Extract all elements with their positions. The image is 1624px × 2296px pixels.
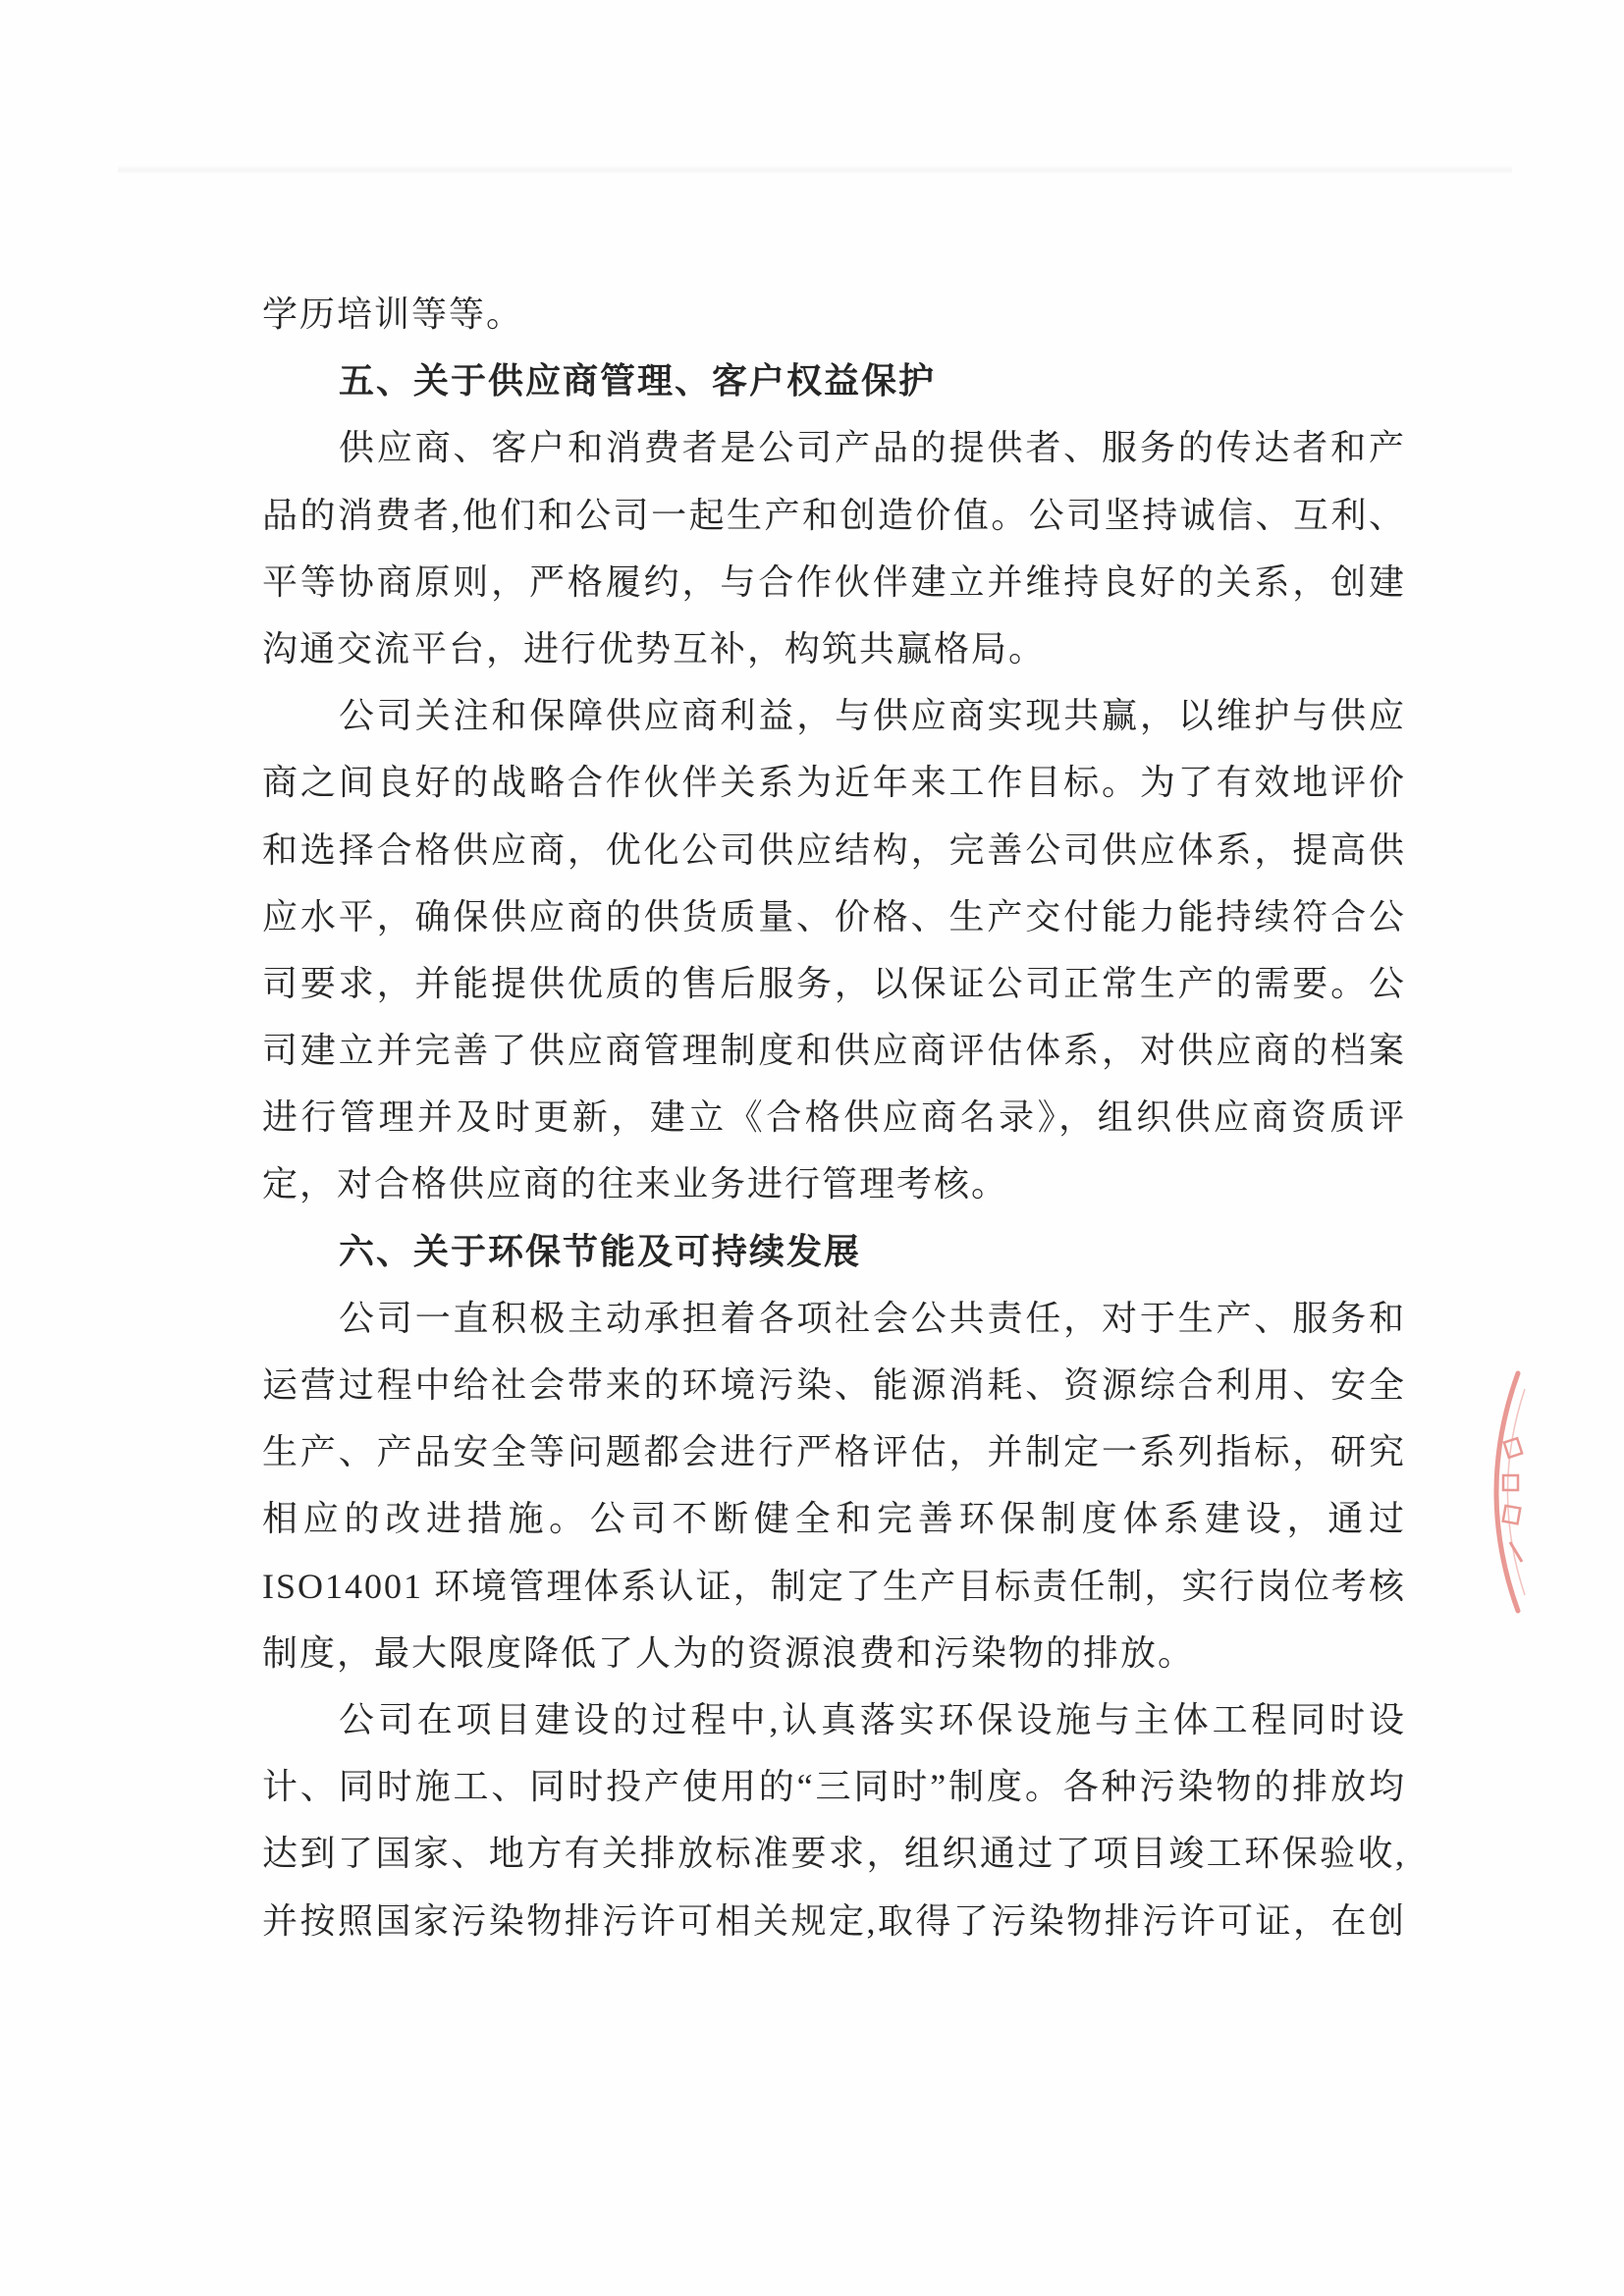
document-body xyxy=(262,281,1406,1954)
text-line: 定，对合格供应商的往来业务进行管理考核。 xyxy=(262,1164,1009,1204)
text-line: 沟通交流平台，进行优势互补，构筑共赢格局。 xyxy=(262,628,1047,668)
seal-mark xyxy=(1510,1542,1522,1562)
section-five-paragraph-2 xyxy=(262,682,1406,1218)
text-line: 公司一直积极主动承担着各项社会公共责任，对于生产、服务和 xyxy=(339,1298,1406,1338)
text-line: 供应商、客户和消费者是公司产品的提供者、服务的传达者和产 xyxy=(339,428,1406,468)
text-line: 司建立并完善了供应商管理制度和供应商评估体系，对供应商的档案 xyxy=(262,1031,1406,1071)
section-five-paragraph-1 xyxy=(262,414,1406,682)
text-line: 计、同时施工、同时投产使用的“三同时”制度。各种污染物的排放均 xyxy=(262,1767,1406,1807)
text-line: 公司在项目建设的过程中,认真落实环保设施与主体工程同时设 xyxy=(339,1699,1406,1739)
text-line: 公司关注和保障供应商利益，与供应商实现共赢，以维护与供应 xyxy=(339,696,1406,736)
text-line: 进行管理并及时更新，建立《合格供应商名录》，组织供应商资质评 xyxy=(262,1097,1406,1138)
text-line: 品的消费者,他们和公司一起生产和创造价值。公司坚持诚信、互利、 xyxy=(262,495,1406,535)
text-line: 运营过程中给社会带来的环境污染、能源消耗、资源综合利用、安全 xyxy=(262,1365,1406,1405)
seal-mark xyxy=(1504,1438,1522,1458)
text-line: 达到了国家、地方有关排放标准要求，组织通过了项目竣工环保验收, xyxy=(262,1834,1406,1874)
scan-edge-shadow xyxy=(118,165,1512,175)
text-line: 平等协商原则，严格履约，与合作伙伴建立并维持良好的关系，创建 xyxy=(262,561,1406,602)
text-line: 和选择合格供应商，优化公司供应结构，完善公司供应体系，提高供 xyxy=(262,829,1406,870)
text-line: 并按照国家污染物排污许可相关规定,取得了污染物排污许可证，在创 xyxy=(262,1900,1406,1941)
section-six-paragraph-1 xyxy=(262,1285,1406,1686)
section-five-heading: 五、关于供应商管理、客户权益保护 xyxy=(339,361,937,401)
section-six-paragraph-2 xyxy=(262,1686,1406,1954)
text-line: 制度，最大限度降低了人为的资源浪费和污染物的排放。 xyxy=(262,1632,1196,1673)
seal-stamp xyxy=(1471,1369,1540,1615)
text-line: 应水平，确保供应商的供货质量、价格、生产交付能力能持续符合公 xyxy=(262,896,1406,936)
text-line: ISO14001 环境管理体系认证，制定了生产目标责任制，实行岗位考核 xyxy=(262,1566,1406,1606)
carryover-text-line: 学历培训等等。 xyxy=(262,294,524,334)
text-line: 司要求，并能提供优质的售后服务，以保证公司正常生产的需要。公 xyxy=(262,963,1406,1003)
text-line: 相应的改进措施。公司不断健全和完善环保制度体系建设，通过 xyxy=(262,1499,1406,1539)
seal-mark xyxy=(1503,1506,1521,1523)
section-six-heading: 六、关于环保节能及可持续发展 xyxy=(339,1231,862,1271)
seal-inner-arc xyxy=(1508,1389,1526,1595)
seal-mark xyxy=(1503,1475,1518,1490)
text-line: 生产、产品安全等问题都会进行严格评估，并制定一系列指标，研究 xyxy=(262,1432,1406,1472)
text-line: 商之间良好的战略合作伙伴关系为近年来工作目标。为了有效地评价 xyxy=(262,763,1406,803)
